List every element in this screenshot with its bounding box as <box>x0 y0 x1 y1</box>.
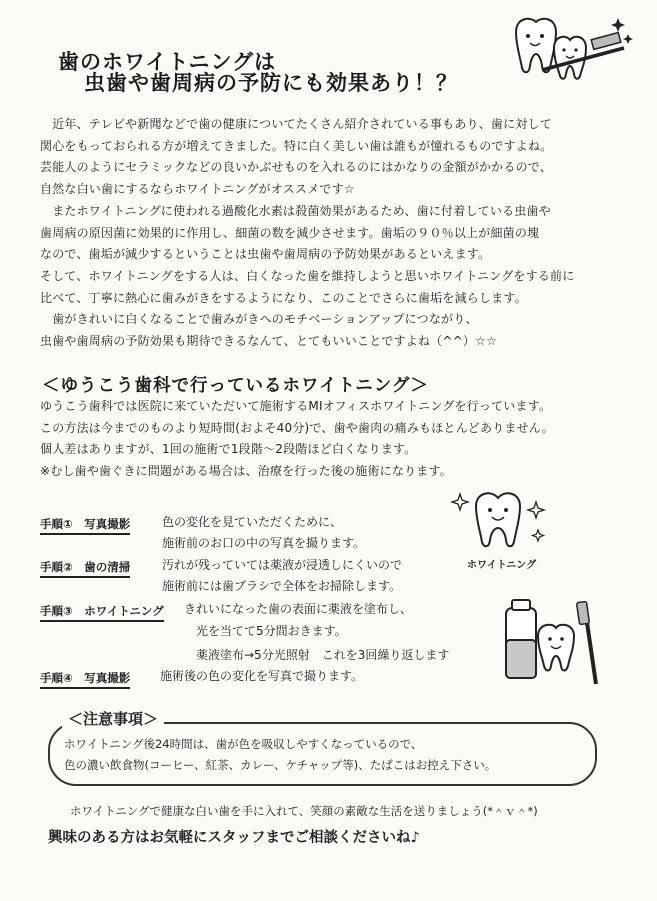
step-1-text: 色の変化を見ていただくために、 <box>162 515 343 529</box>
page-title-line1: 歯のホワイトニングは <box>58 50 277 74</box>
intro-line: 歯がきれいに白くなることで歯みがきへのモチベーションアップにつながり、 <box>40 312 478 327</box>
intro-paragraph <box>40 114 574 353</box>
intro-line: 比べて、丁寧に熱心に歯みがきをするようになり、このことでさらに歯垢を減らします。 <box>40 290 527 305</box>
section-line: ※むし歯や歯ぐきに問題がある場合は、治療を行った後の施術になります。 <box>40 464 452 479</box>
intro-line: またホワイトニングに使われる過酸化水素は殺菌効果があるため、歯に付着している虫歯や <box>40 203 551 218</box>
section-heading: ＜ゆうこう歯科で行っているホワイトニング＞ <box>42 376 429 396</box>
section-body <box>40 396 554 483</box>
intro-line: 芸能人のようにセラミックなどの良いかぶせものを入れるのにはかなりの金額がかかるので、 <box>40 160 552 175</box>
step-4-text: 施術後の色の変化を写真で撮ります。 <box>160 669 364 683</box>
notice-title: ＜注意事項＞ <box>62 708 164 729</box>
intro-line: 自然な白い歯にするならホワイトニングがオススメです☆ <box>40 182 355 197</box>
closing-call-to-action: 興味のある方はお気軽にスタッフまでご相談くださいね♪ <box>48 830 420 846</box>
step-3-text: 光を当てて5分間おきます。 <box>196 624 347 638</box>
step-1-text: 施術前のお口の中の写真を撮ります。 <box>162 536 366 550</box>
intro-line: なので、歯垢が減少するということは虫歯や歯周病の予防効果があるといえます。 <box>40 247 491 262</box>
section-line: この方法は今までのものより短時間(およそ40分)で、歯や歯肉の痛みもほとんどありません。 <box>40 420 554 435</box>
step-2-text: 施術前には歯ブラシで全体をお掃除します。 <box>162 579 402 593</box>
step-3-text: 薬液塗布→5分光照射 これを3回繰り返します <box>196 648 450 662</box>
tooth-with-toothbrush-icon <box>506 10 636 85</box>
intro-line: 関心をもっておられる方が増えてきました。特に白く美しい歯は誰もが憧れるものですよね。 <box>40 138 553 153</box>
section-line: 個人差はありますが、1回の施術で1段階～2段階ほど白くなります。 <box>40 442 417 457</box>
step-4-label: 手順④ 写真撮影 <box>40 670 130 689</box>
toothpaste-and-tooth-icon <box>492 596 607 691</box>
intro-line: 歯周病の原因菌に効果的に作用し、細菌の数を減少させます。歯垢の９０％以上が細菌の塊 <box>40 225 540 240</box>
step-3-label: 手順③ ホワイトニング <box>40 603 164 622</box>
illustration-caption: ホワイトニング <box>467 560 537 571</box>
step-1-label: 手順① 写真撮影 <box>40 516 130 535</box>
notice-line: 色の濃い飲食物(コーヒー、紅茶、カレー、ケチャップ等)、たばこはお控え下さい。 <box>64 758 497 772</box>
step-3-text: きれいになった歯の表面に薬液を塗布し、 <box>184 602 413 616</box>
page-title-line2: 虫歯や歯周病の予防にも効果あり！？ <box>84 71 458 95</box>
section-line: ゆうこう歯科では医院に来ていただいて施術するMIオフィスホワイトニングを行っています。 <box>40 399 552 413</box>
notice-box <box>48 722 597 786</box>
step-2-text: 汚れが残っていては薬液が浸透しにくいので <box>162 558 403 572</box>
intro-line: 虫歯や歯周病の予防効果も期待できるなんて、とてもいいことですよね（^^）☆☆ <box>40 334 497 349</box>
step-2-label: 手順② 歯の清掃 <box>40 559 130 578</box>
intro-line: そして、ホワイトニングをする人は、白くなった歯を維持しようと思いホワイトニングをする前に <box>40 268 575 283</box>
notice-line: ホワイトニング後24時間は、歯が色を吸収しやすくなっているので、 <box>64 737 423 751</box>
intro-line: 近年、テレビや新聞などで歯の健康についてたくさん紹介されている事もあり、歯に対して <box>40 117 552 131</box>
closing-message: ホワイトニングで健康な白い歯を手に入れて、笑顔の素敵な生活を送りましょう(*＾ｖ＾*) <box>70 804 538 818</box>
